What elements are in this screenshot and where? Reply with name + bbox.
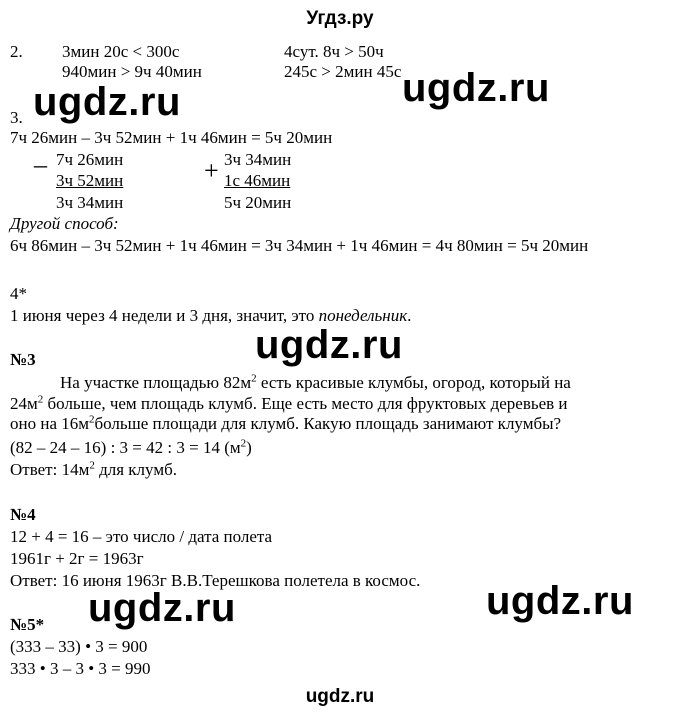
subtraction-bottom: 3ч 52мин — [56, 171, 124, 190]
task3-number: 3. — [10, 108, 23, 127]
no3-line-2: $24м^2$ больше, чем площадь клумб. Еще есть место для фруктовых деревьев и — [10, 393, 568, 413]
watermark-2: ugdz.ru — [402, 66, 550, 110]
addition-top: 3ч 34мин — [224, 150, 292, 169]
addition-bottom: 1с 46мин — [224, 171, 291, 190]
alt-method-equation: 6ч 86мин – 3ч 52мин + 1ч 46мин = 3ч 34мин + 1ч 46мин = 4ч 80мин = 5ч 20мин — [10, 236, 589, 255]
task2-comparison-1: 3мин 20с < 300с — [62, 42, 180, 61]
task2-comparison-2: 940мин > 9ч 40мин — [62, 62, 202, 81]
no4-line-2: 1961г + 2г = 1963г — [10, 549, 144, 568]
no3-line-1: На участке площадью $82м^2$ есть красивые клумбы, огород, который на — [60, 372, 571, 392]
no4-title: №4 — [10, 505, 36, 524]
no5-title: №5* — [10, 615, 45, 634]
no3-calculation: (82 – 24 – 16) : 3 = 42 : 3 = 14 $(м^2)$ — [10, 437, 252, 457]
no3-answer: Ответ: $14м^2$ для клумб. — [10, 459, 177, 479]
no3-line-3: оно на $16м^2больше$ площади для клумб. Какую площадь занимают клумбы? — [10, 413, 562, 433]
task2-comparison-4: 245с > 2мин 45с — [284, 62, 402, 81]
task4star-text: 1 июня через 4 недели и 3 дня, значит, это понедельник. — [10, 306, 412, 325]
site-footer: ugdz.ru — [305, 686, 375, 707]
no5-line-2: 333 • 3 – 3 • 3 = 990 — [10, 659, 151, 678]
watermark-3: ugdz.ru — [255, 323, 403, 367]
task2-comparison-3: 4сут. 8ч > 50ч — [284, 42, 384, 61]
task3-equation: 7ч 26мин – 3ч 52мин + 1ч 46мин = 5ч 20мин — [10, 128, 333, 147]
alt-method-label: Другой способ: — [10, 214, 119, 233]
watermark-5: ugdz.ru — [486, 579, 634, 623]
no5-line-1: (333 – 33) • 3 = 900 — [10, 637, 148, 656]
task4star-number: 4* — [10, 284, 27, 303]
no4-answer: Ответ: 16 июня 1963г В.В.Терешкова полетела в космос. — [10, 571, 421, 590]
answer-weekday: понедельник — [318, 306, 408, 325]
watermark-1: ugdz.ru — [33, 80, 181, 124]
no3-title: №3 — [10, 350, 36, 369]
task2-number: 2. — [10, 42, 23, 61]
addition-result: 5ч 20мин — [224, 193, 292, 212]
no4-line-1: 12 + 4 = 16 – это число / дата полета — [10, 527, 273, 546]
plus-sign: + — [204, 156, 219, 185]
minus-sign: _ — [34, 141, 47, 170]
subtraction-result: 3ч 34мин — [56, 193, 124, 212]
site-header: Угдз.ру — [306, 8, 374, 29]
watermark-4: ugdz.ru — [88, 586, 236, 630]
subtraction-top: 7ч 26мин — [56, 150, 124, 169]
